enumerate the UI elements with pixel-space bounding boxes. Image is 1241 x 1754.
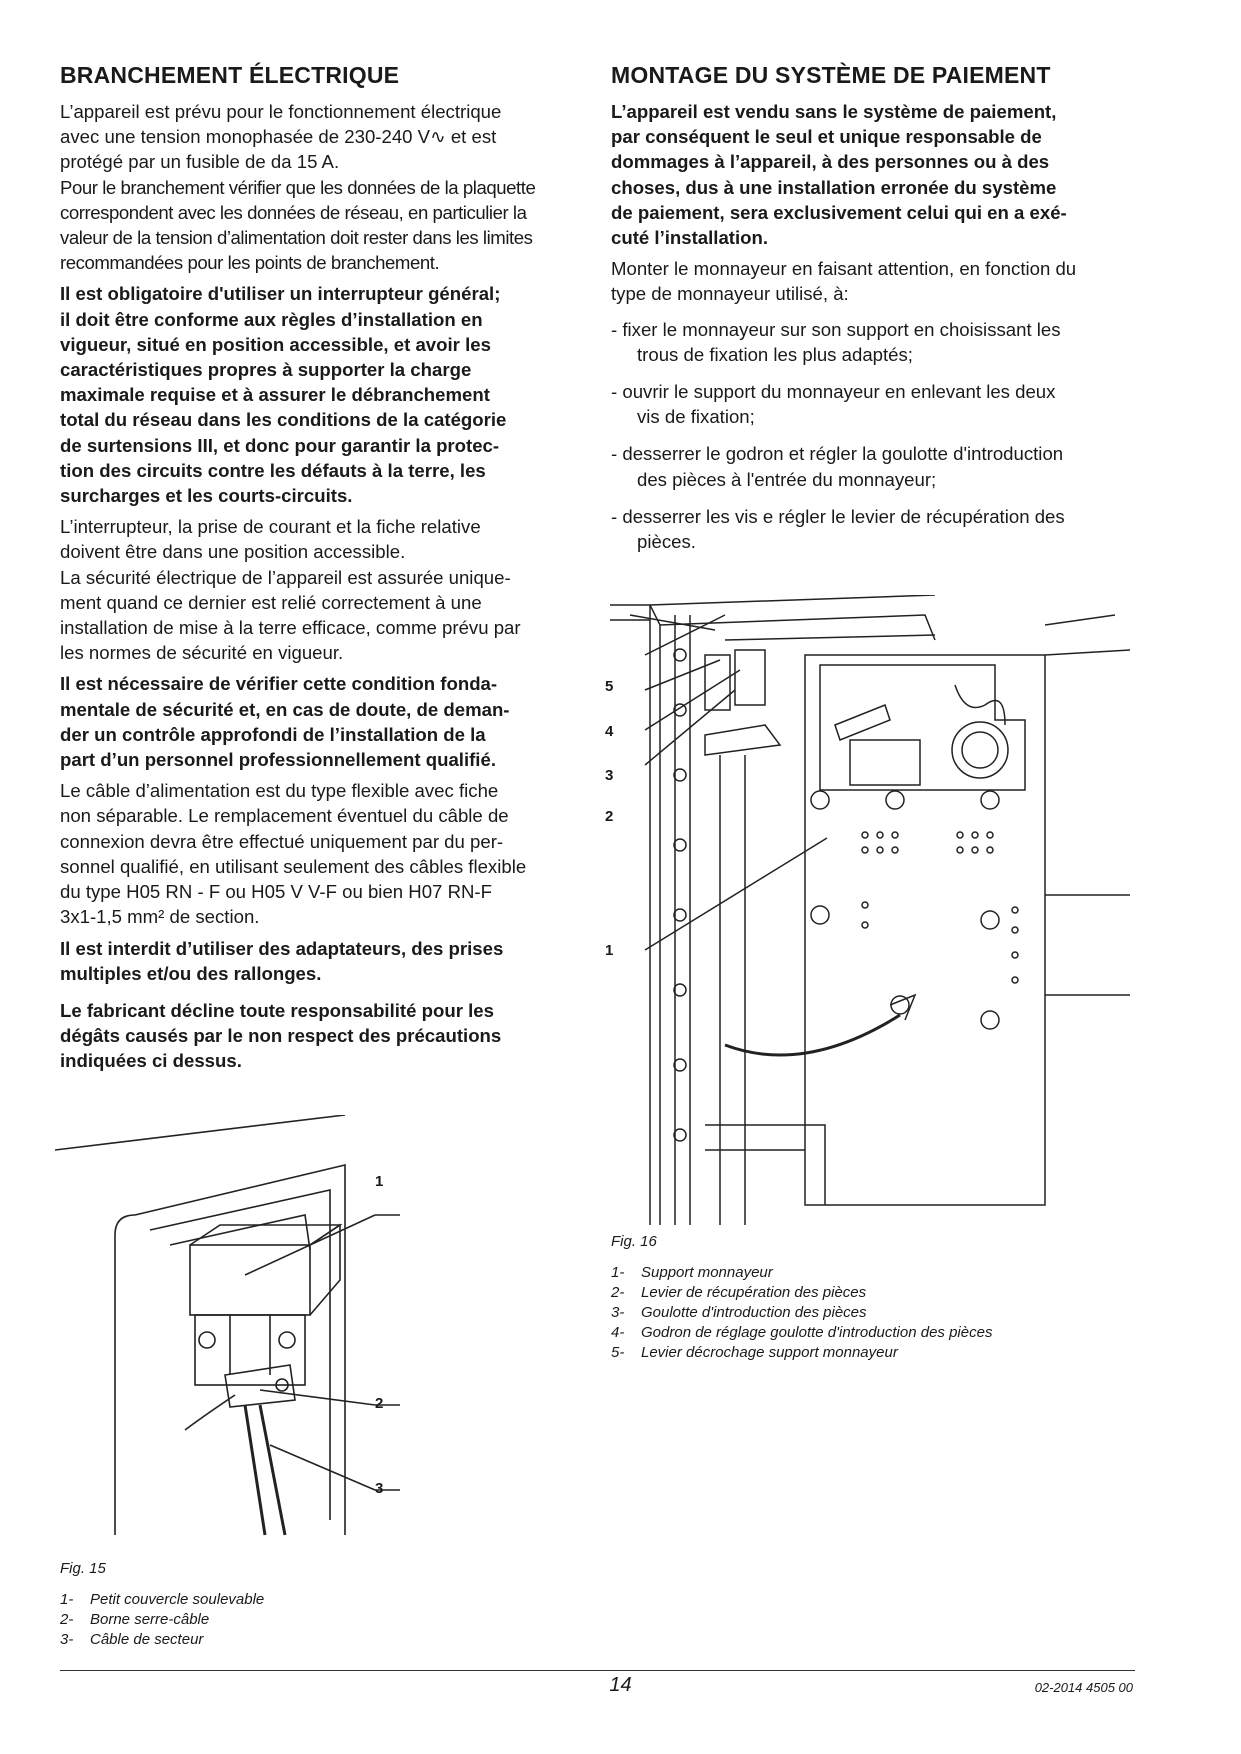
callout-4: 4: [605, 723, 614, 740]
list-item: - desserrer le godron et régler la goulotte d'introduction des pièces à l'entrée du monnayeur;: [611, 443, 1064, 490]
list-item: - fixer le monnayeur sur son support en choisissant les trous de fixation les plus adaptés;: [611, 318, 1061, 365]
legend-item: 1- Support monnayeur: [611, 1264, 773, 1281]
mounting-intro: Monter le monnayeur en faisant attention, en fonction du type de monnayeur utilisé, à:: [611, 258, 1077, 305]
socket-cover: [190, 1245, 310, 1315]
coin-mech-diagram: [605, 595, 1130, 1225]
figure-16-illustration: [605, 595, 1130, 1225]
cable-clamp: [225, 1365, 295, 1407]
legend-item: 1- Petit couvercle soulevable: [60, 1591, 265, 1608]
coin-mech-support: [805, 655, 1045, 1205]
legend-item: 5- Levier décrochage support monnayeur: [611, 1344, 898, 1361]
legend-item: 3- Câble de secteur: [60, 1631, 204, 1648]
footer-divider: [60, 1670, 1135, 1671]
left-column: [60, 62, 580, 1080]
voltage-paragraph: L’appareil est prévu pour le fonctionnement électrique avec une tension monophasée de 230-240 V∿ et est protégé par un fusible de da 15 A.: [60, 101, 502, 173]
liability-warning: Le fabricant décline toute responsabilité pour les dégâts causés par le non respect des précautions indiquées ci dessus.: [60, 999, 502, 1072]
fig-15-legend: [60, 1590, 264, 1650]
right-column: [611, 62, 1131, 566]
fig-16-legend: [611, 1263, 992, 1363]
legend-item: 4- Godron de réglage goulotte d'introduction des pièces: [611, 1324, 993, 1341]
fig-16-label: Fig. 16: [611, 1233, 657, 1250]
list-item: - desserrer les vis e régler le levier de récupération des pièces.: [611, 505, 1065, 553]
cable-paragraph: Le câble d’alimentation est du type flexible avec fiche non séparable. Le remplacement éventuel du câble de connexion devra être effectué uniquement par du per- sonnel qualifié, en utilisant seulement des câbles flexible du type H05 RN - F ou H05 V V-F ou bien H07 RN-F 3x1-1,5 mm² de section.: [60, 780, 527, 928]
swing-arrow: [725, 1015, 900, 1055]
mounting-steps: [611, 317, 1131, 555]
callout-2-fig16: 2: [605, 808, 614, 825]
mains-cable: [245, 1405, 265, 1535]
callout-1: 1: [375, 1173, 384, 1190]
fig-15-label: Fig. 15: [60, 1560, 106, 1577]
legend-item: 2- Levier de récupération des pièces: [611, 1284, 867, 1301]
nameplate-paragraph: Pour le branchement vérifier que les données de la plaquette correspondent avec les données de réseau, en particulier la valeur de la tension d’alimentation doit rester dans les limites recommandées pour les points de branchement.: [60, 176, 536, 274]
list-item: - ouvrir le support du monnayeur en enlevant les deux vis de fixation;: [611, 381, 1056, 428]
section-title-electrical: BRANCHEMENT ÉLECTRIQUE: [60, 62, 400, 88]
callout-1-fig16: 1: [605, 942, 614, 959]
legend-item: 2- Borne serre-câble: [60, 1611, 210, 1628]
callout-3-fig16: 3: [605, 767, 614, 784]
accessibility-paragraph: L’interrupteur, la prise de courant et la fiche relative doivent être dans une position accessible. La sécurité électrique de l’appareil est assurée unique- ment quand ce dernier est relié correctement à une installation de mise à la terre efficace, comme prévu par les normes de sécurité en vigueur.: [60, 516, 521, 664]
callout-5: 5: [605, 678, 614, 695]
verification-warning: Il est nécessaire de vérifier cette condition fonda- mentale de sécurité et, en cas de doute, de deman- der un contrôle approfondi de l’installation de la part d’un personnel professionnellement qualifié.: [60, 673, 510, 771]
legend-item: 3- Goulotte d'introduction des pièces: [611, 1304, 867, 1321]
callout-3: 3: [375, 1480, 384, 1497]
socket-diagram: [55, 1115, 475, 1545]
page-number: 14: [609, 1674, 632, 1696]
section-title-payment: MONTAGE DU SYSTÈME DE PAIEMENT: [611, 62, 1051, 88]
wall-edge: [55, 1115, 345, 1150]
adapters-warning: Il est interdit d’utiliser des adaptateurs, des prises multiples et/ou des rallonges.: [60, 937, 504, 984]
figure-15-illustration: [55, 1115, 475, 1545]
callout-2: 2: [375, 1395, 384, 1412]
payment-warning: L’appareil est vendu sans le système de paiement, par conséquent le seul et unique responsable de dommages à l’appareil, à des personnes ou à des choses, dus à une installation erronée du système de paiement, sera exclusivement celui qui en a exé- cuté l’installation.: [611, 101, 1067, 249]
document-code: 02-2014 4505 00: [1034, 1680, 1133, 1695]
main-switch-warning: Il est obligatoire d'utiliser un interrupteur général; il doit être conforme aux règles d’installation en vigueur, situé en position accessible, et avoir les caractéristiques propres à supporter la charge maximale requise et à assurer le débranchement total du réseau dans les conditions de la catégorie de surtensions III, et donc pour garantir la protec- tion des circuits contre les défauts à la terre, les surcharges et les courts-circuits.: [60, 283, 507, 507]
